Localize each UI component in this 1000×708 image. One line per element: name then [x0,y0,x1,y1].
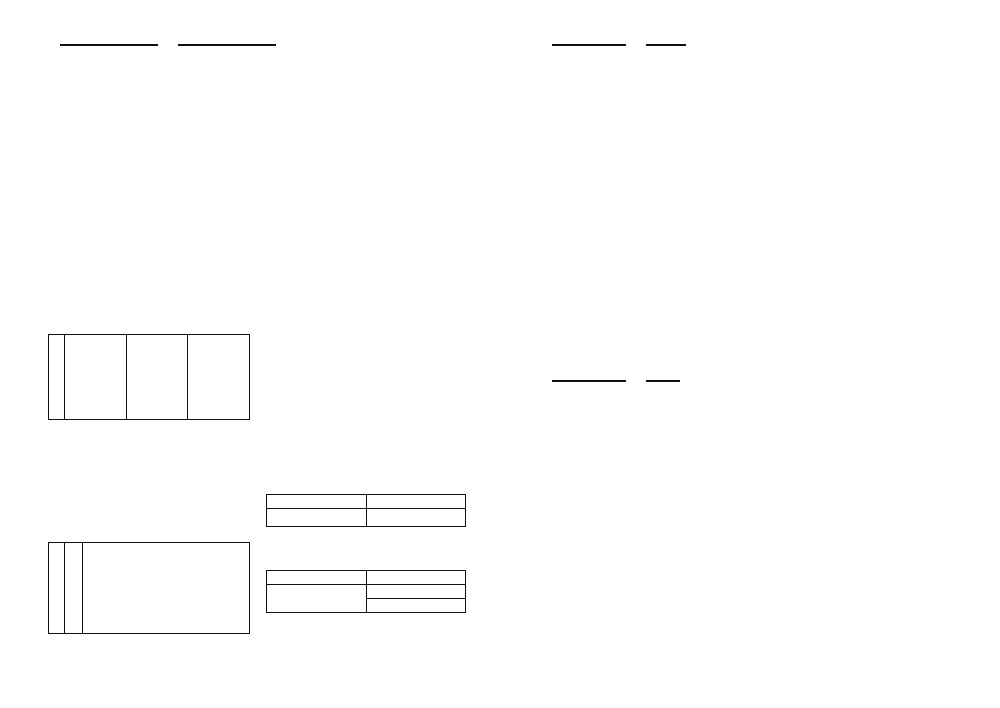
meetings-col-place [188,335,250,420]
title-rule-right [178,44,276,46]
berea-col-teacher [366,495,466,509]
title-rule-left [60,44,158,46]
monthly-col-week [65,543,83,634]
berea-teacher [366,509,466,527]
meetings-col-name [65,335,127,420]
berea-table [266,494,466,527]
meetings-col-time [126,335,188,420]
right-title2-rule-left [552,380,626,382]
meetings-side-label [49,335,65,420]
scripture-outline [550,70,960,370]
right-title1-rule-mid [646,44,686,46]
advanced-teacher-1 [366,585,466,599]
advanced-col-teacher [366,571,466,585]
berea-col-subject [267,495,367,509]
monthly-table [48,542,250,634]
first-service-order [46,136,254,306]
advanced-subject [267,585,367,613]
monthly-col-event [83,543,250,634]
berea-subject [267,509,367,527]
monthly-side-label [49,543,65,634]
left-title [60,44,460,46]
right-title1-rule-left [552,44,626,46]
second-service-order [266,148,466,288]
advanced-col-subject [267,571,367,585]
right-title-2 [552,380,952,382]
advanced-table [266,570,466,613]
right-title2-rule-mid [646,380,680,382]
wednesday-order [266,350,466,450]
right-title-1 [552,44,952,46]
meetings-table [48,334,250,420]
advanced-teacher-2 [366,599,466,613]
